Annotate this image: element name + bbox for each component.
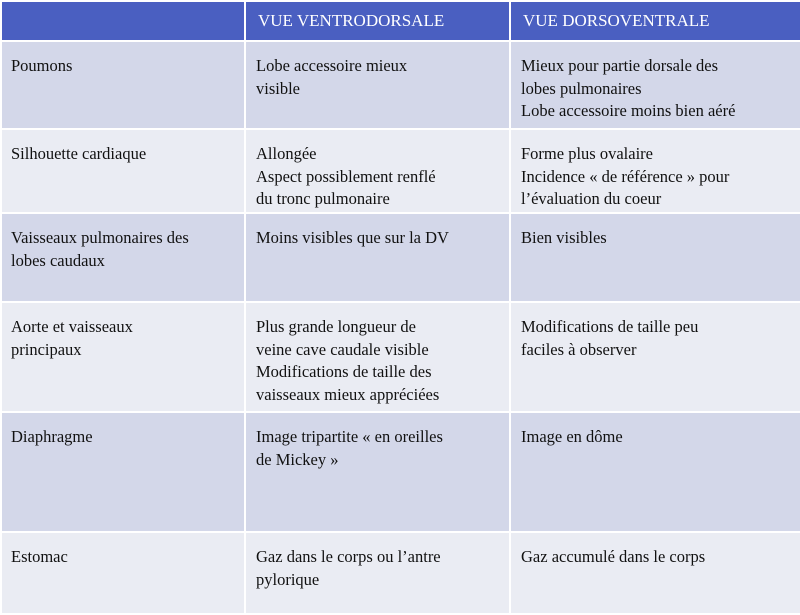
row-label-line: Aorte et vaisseaux (11, 317, 133, 336)
table-row-vaisseaux-pulmonaires (1, 213, 800, 302)
vd-line: pylorique (256, 569, 320, 589)
row-label-cell (1, 41, 245, 129)
vd-line: vaisseaux mieux appréciées (256, 384, 440, 404)
ventrodorsale-cell (245, 302, 510, 412)
table-row-diaphragme (1, 412, 800, 532)
header-cell-dorsoventrale: VUE DORSOVENTRALE (510, 1, 800, 41)
dv-line: Incidence « de référence » pour (521, 166, 730, 186)
ventrodorsale-cell (245, 412, 510, 532)
vd-line: du tronc pulmonaire (256, 189, 390, 208)
row-label-line: Diaphragme (11, 427, 93, 446)
row-label-line: Vaisseaux pulmonaires des (11, 228, 189, 247)
row-label-line: Silhouette cardiaque (11, 144, 147, 163)
ventrodorsale-cell (245, 41, 510, 129)
dv-line: lobes pulmonaires (521, 78, 642, 98)
dv-line: Forme plus ovalaire (521, 144, 653, 163)
vd-line: veine cave caudale visible (256, 339, 429, 359)
dv-line: Image en dôme (521, 427, 623, 446)
vd-line: visible (256, 78, 300, 98)
dorsoventrale-cell (510, 532, 800, 614)
dv-line: Mieux pour partie dorsale des (521, 56, 719, 75)
dorsoventrale-cell (510, 302, 800, 412)
dorsoventrale-cell (510, 41, 800, 129)
header-cell-label (1, 1, 245, 41)
dv-line: Gaz accumulé dans le corps (521, 547, 706, 566)
vd-line: Image tripartite « en oreilles (256, 427, 443, 446)
row-label-line: Estomac (11, 547, 68, 566)
dorsoventrale-cell (510, 213, 800, 302)
row-label-cell (1, 302, 245, 412)
dorsoventrale-cell (510, 129, 800, 213)
vd-line: Lobe accessoire mieux (256, 56, 408, 75)
row-label-line: principaux (11, 339, 82, 359)
table-row-silhouette-cardiaque (1, 129, 800, 213)
row-label-line: Poumons (11, 56, 73, 75)
row-label-cell (1, 129, 245, 213)
ventrodorsale-cell (245, 129, 510, 213)
row-label-cell (1, 412, 245, 532)
table-row-estomac (1, 532, 800, 614)
table-row-aorte (1, 302, 800, 412)
dorsoventrale-cell (510, 412, 800, 532)
vd-line: Aspect possiblement renflé (256, 166, 436, 186)
vd-line: Gaz dans le corps ou l’antre (256, 547, 441, 566)
dv-line: Modifications de taille peu (521, 317, 699, 336)
vd-line: de Mickey » (256, 449, 339, 469)
row-label-line: lobes caudaux (11, 250, 105, 270)
header-cell-ventrodorsale: VUE VENTRODORSALE (245, 1, 510, 41)
dv-line: faciles à observer (521, 339, 637, 359)
vd-line: Moins visibles que sur la DV (256, 228, 449, 247)
ventrodorsale-cell (245, 213, 510, 302)
row-label-cell (1, 532, 245, 614)
vd-line: Plus grande longueur de (256, 317, 416, 336)
dv-line: Bien visibles (521, 228, 607, 247)
vd-line: Modifications de taille des (256, 362, 432, 381)
dv-line: Lobe accessoire moins bien aéré (521, 101, 736, 120)
dv-line: l’évaluation du coeur (521, 189, 662, 208)
ventrodorsale-cell (245, 532, 510, 614)
table-row-poumons (1, 41, 800, 129)
header-row (1, 1, 800, 41)
vd-line: Allongée (256, 144, 317, 163)
row-label-cell (1, 213, 245, 302)
